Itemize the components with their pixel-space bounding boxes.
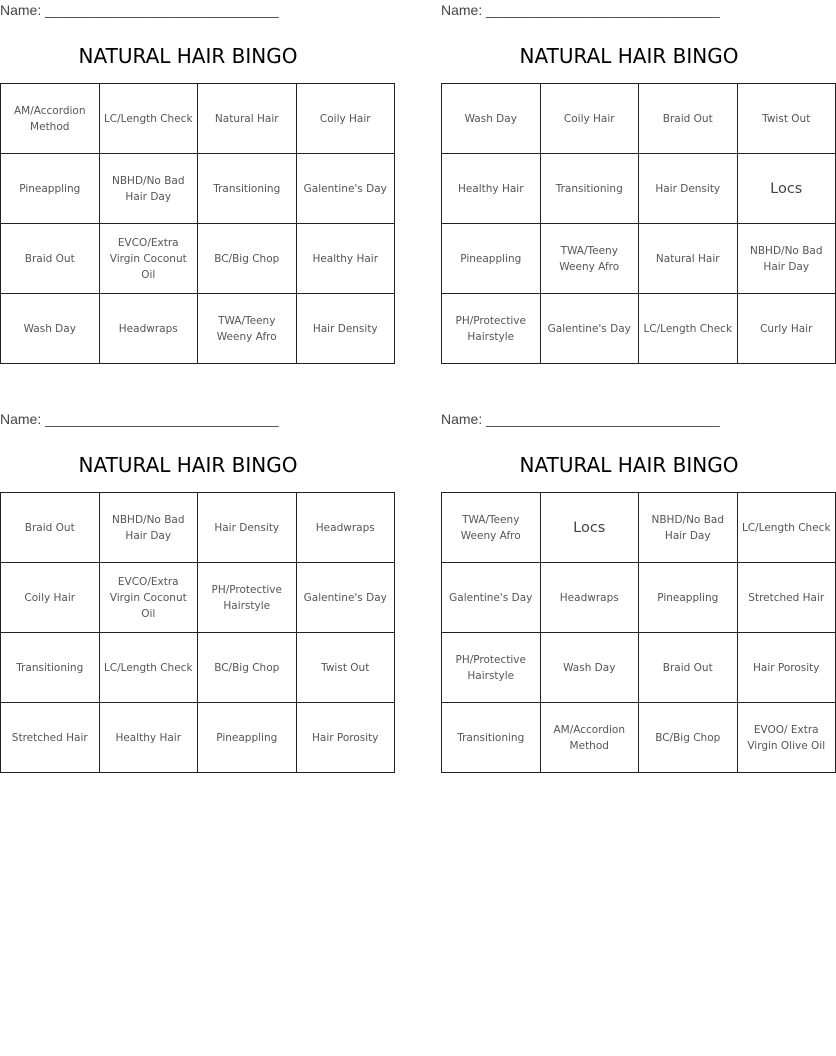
bingo-grid [0,83,395,364]
grid-cell: Coily Hair [1,563,100,633]
grid-cell: Pineappling [198,703,297,773]
grid-cell: Wash Day [442,84,541,154]
grid-cell: Braid Out [1,493,100,563]
card-title: NATURAL HAIR BINGO [519,453,739,477]
grid-cell: Transitioning [1,633,100,703]
grid-cell: Galentine's Day [296,563,395,633]
grid-cell: BC/Big Chop [639,703,738,773]
grid-cell: NBHD/No Bad Hair Day [737,224,836,294]
grid-cell: LC/Length Check [737,493,836,563]
grid-row [1,84,395,154]
grid-cell: Hair Density [198,493,297,563]
name-line: Name: ______________________________ [441,2,720,18]
grid-cell: PH/Protective Hairstyle [442,633,541,703]
grid-cell: Natural Hair [198,84,297,154]
grid-cell: Headwraps [99,294,198,364]
grid-cell: Headwraps [540,563,639,633]
grid-row [1,224,395,294]
grid-row [1,493,395,563]
grid-cell: Hair Porosity [737,633,836,703]
grid-cell: Coily Hair [540,84,639,154]
grid-cell: Transitioning [540,154,639,224]
grid-cell: TWA/Teeny Weeny Afro [442,493,541,563]
grid-cell: Twist Out [737,84,836,154]
name-line: Name: ______________________________ [0,411,279,427]
grid-cell: Braid Out [639,84,738,154]
grid-cell: Hair Density [296,294,395,364]
grid-cell: Pineappling [639,563,738,633]
card-title: NATURAL HAIR BINGO [78,44,298,68]
grid-row [442,493,836,563]
grid-cell: PH/Protective Hairstyle [198,563,297,633]
grid-cell: EVCO/Extra Virgin Coconut Oil [99,563,198,633]
grid-cell: BC/Big Chop [198,633,297,703]
grid-cell: Braid Out [639,633,738,703]
grid-row [442,563,836,633]
bingo-grid [441,83,836,364]
grid-cell: Locs [737,154,836,224]
grid-row [442,703,836,773]
grid-cell: Transitioning [442,703,541,773]
grid-cell: Hair Porosity [296,703,395,773]
bingo-grid [0,492,395,773]
grid-row [1,154,395,224]
grid-cell: NBHD/No Bad Hair Day [99,493,198,563]
bingo-grid [441,492,836,773]
grid-cell: Curly Hair [737,294,836,364]
grid-cell: Transitioning [198,154,297,224]
grid-cell: LC/Length Check [99,84,198,154]
grid-cell: EVCO/Extra Virgin Coconut Oil [99,224,198,294]
grid-cell: Healthy Hair [99,703,198,773]
grid-cell: Pineappling [1,154,100,224]
grid-row [442,294,836,364]
grid-row [442,224,836,294]
grid-cell: PH/Protective Hairstyle [442,294,541,364]
grid-cell: TWA/Teeny Weeny Afro [540,224,639,294]
grid-cell: AM/Accordion Method [1,84,100,154]
name-line: Name: ______________________________ [441,411,720,427]
name-line: Name: ______________________________ [0,2,279,18]
grid-cell: TWA/Teeny Weeny Afro [198,294,297,364]
grid-cell: Pineappling [442,224,541,294]
grid-cell: BC/Big Chop [198,224,297,294]
grid-cell: Healthy Hair [296,224,395,294]
grid-cell: NBHD/No Bad Hair Day [639,493,738,563]
grid-cell: Galentine's Day [296,154,395,224]
grid-cell: Healthy Hair [442,154,541,224]
grid-cell: Wash Day [540,633,639,703]
grid-cell: Stretched Hair [737,563,836,633]
grid-cell: Hair Density [639,154,738,224]
grid-row [1,294,395,364]
grid-cell: Galentine's Day [540,294,639,364]
grid-cell: Wash Day [1,294,100,364]
grid-cell: Stretched Hair [1,703,100,773]
card-title: NATURAL HAIR BINGO [78,453,298,477]
card-title: NATURAL HAIR BINGO [519,44,739,68]
grid-cell: Headwraps [296,493,395,563]
grid-cell: Locs [540,493,639,563]
grid-cell: LC/Length Check [99,633,198,703]
grid-cell: EVOO/ Extra Virgin Olive Oil [737,703,836,773]
grid-row [1,563,395,633]
grid-row [442,154,836,224]
grid-row [1,633,395,703]
grid-cell: Coily Hair [296,84,395,154]
grid-cell: LC/Length Check [639,294,738,364]
grid-cell: Natural Hair [639,224,738,294]
grid-row [442,84,836,154]
grid-row [1,703,395,773]
grid-cell: AM/Accordion Method [540,703,639,773]
grid-cell: Galentine's Day [442,563,541,633]
grid-cell: Twist Out [296,633,395,703]
grid-cell: Braid Out [1,224,100,294]
grid-row [442,633,836,703]
grid-cell: NBHD/No Bad Hair Day [99,154,198,224]
